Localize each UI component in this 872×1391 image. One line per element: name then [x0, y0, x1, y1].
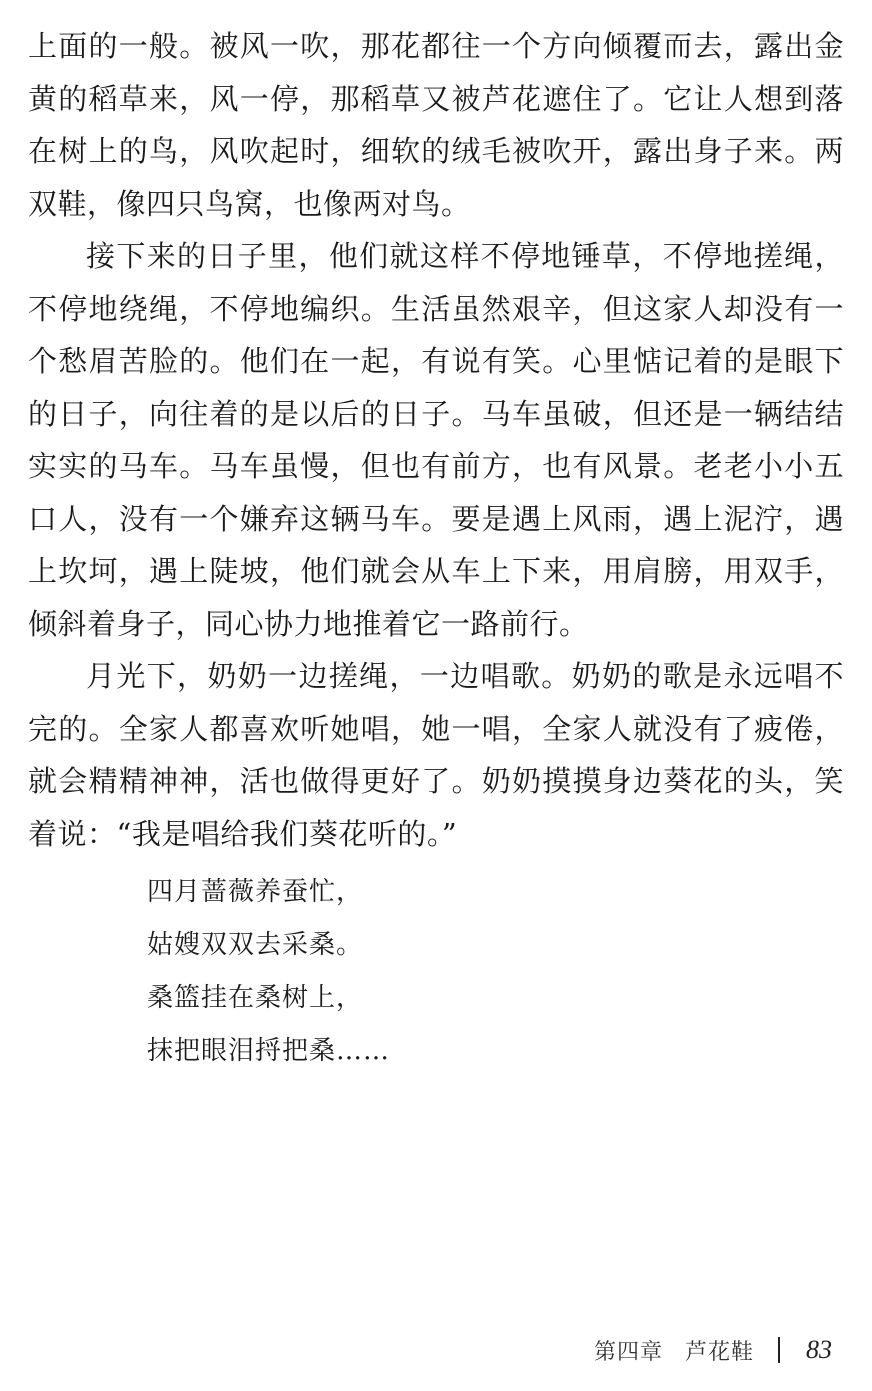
body-text	[28, 20, 844, 860]
lyric-line: 四月蔷薇养蚕忙，	[147, 877, 364, 907]
song-lyrics	[147, 866, 390, 1078]
page-footer	[594, 1332, 832, 1368]
page-number: 83	[806, 1335, 832, 1364]
paragraph-continuation: 上面的一般。被风一吹，那花都往一个方向倾覆而去，露出金黄的稻草来，风一停，那稻草又被芦花遮住了。它让人想到落在树上的鸟，风吹起时，细软的绒毛被吹开，露出身子来。两双鞋，像四只鸟窝，也像两对鸟。	[28, 29, 844, 221]
lyric-line: 姑嫂双双去采桑。	[147, 930, 364, 960]
footer-divider	[778, 1337, 780, 1363]
chapter-title: 芦花鞋	[684, 1339, 754, 1365]
chapter-label: 第四章	[593, 1339, 663, 1365]
paragraph-grandma-singing: 月光下，奶奶一边搓绳，一边唱歌。奶奶的歌是永远唱不完的。全家人都喜欢听她唱，她一唱，全家人就没有了疲倦，就会精精神神，活也做得更好了。奶奶摸摸身边葵花的头，笑着说：“我是唱给我们葵花听的。”	[28, 659, 844, 851]
lyric-line: 桑篮挂在桑树上，	[147, 983, 364, 1013]
paragraph-daily-life: 接下来的日子里，他们就这样不停地锤草，不停地搓绳，不停地绕绳，不停地编织。生活虽然艰辛，但这家人却没有一个愁眉苦脸的。他们在一起，有说有笑。心里惦记着的是眼下的日子，向往着的是以后的日子。马车虽破，但还是一辆结结实实的马车。马车虽慢，但也有前方，也有风景。老老小小五口人，没有一个嫌弃这辆马车。要是遇上风雨，遇上泥泞，遇上坎坷，遇上陡坡，他们就会从车上下来，用肩膀，用双手，倾斜着身子，同心协力地推着它一路前行。	[28, 239, 844, 641]
lyric-line: 抹把眼泪捋把桑……	[147, 1036, 391, 1066]
